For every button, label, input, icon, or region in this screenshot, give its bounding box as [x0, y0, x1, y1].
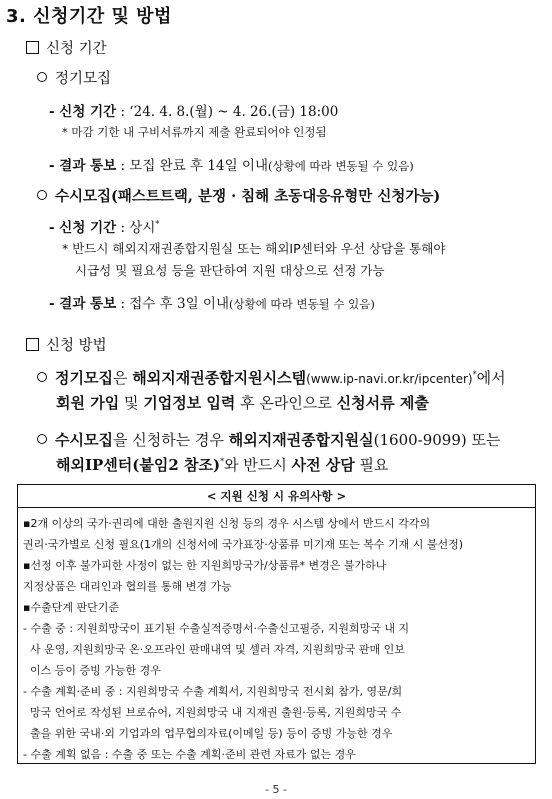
- method-item-rolling-line1: 수시모집을 신청하는 경우 해외지재권종합지원실(1600-9099) 또는: [37, 429, 501, 450]
- rolling-result-line: - 결과 통보 : 접수 후 3일 이내(상황에 따라 변동될 수 있음): [49, 296, 375, 312]
- regular-recruit-heading: 정기모집: [37, 67, 111, 88]
- notice-title-divider: [18, 507, 535, 508]
- method-item-regular-line2: 회원 가입 및 기업정보 입력 후 온라인으로 신청서류 제출: [56, 394, 429, 412]
- checkbox-square-icon: [26, 338, 39, 351]
- section-heading-method: 신청 방법: [26, 334, 107, 355]
- notice-line: - 수출 계획·준비 중 : 지원희망국 수출 계획서, 지원희망국 전시회 참가, 영문/희: [23, 685, 403, 698]
- method-item-rolling-line2: 해외IP센터(붙임2 참조)*와 반드시 사전 상담 필요: [56, 456, 389, 474]
- notice-title: < 지원 신청 시 유의사항 >: [206, 489, 347, 503]
- notice-line: 권리·국가별로 신청 필요(1개의 신청서에 국가표장·상품류 미기재 또는 복수 기재 시 불선정): [23, 538, 464, 551]
- notice-line: ▪선정 이후 불가피한 사정이 없는 한 지원희망국가/상품류* 변경은 불가하나: [23, 559, 387, 572]
- regular-period-note: * 마감 기한 내 구비서류까지 제출 완료되어야 인정됨: [62, 125, 327, 139]
- notice-line: 망국 언어로 작성된 브로슈어, 지원희망국 내 지재권 출원·등록, 지원희망국 수: [23, 706, 402, 719]
- circle-bullet-icon: [37, 72, 47, 82]
- notice-box: [17, 484, 536, 764]
- notice-line: 이스 등이 증빙 가능한 경우: [23, 664, 161, 677]
- method-item-regular-line1: 정기모집은 해외지재권종합지원시스템(www.ip-navi.or.kr/ipcenter)*에서: [37, 367, 506, 388]
- page-title: 3. 신청기간 및 방법: [6, 6, 172, 27]
- rolling-period-line: - 신청 기간 : 상시*: [49, 219, 160, 236]
- regular-period-line: - 신청 기간 : ‘24. 4. 8.(월) ~ 4. 26.(금) 18:00: [49, 104, 339, 120]
- regular-result-line: - 결과 통보 : 모집 완료 후 14일 이내(상황에 따라 변동될 수 있음): [49, 158, 414, 174]
- circle-bullet-icon: [37, 434, 47, 444]
- rolling-recruit-heading: 수시모집(패스트트랙, 분쟁 · 침해 초동대응유형만 신청가능): [37, 185, 440, 206]
- notice-line: ▪2개 이상의 국가·권리에 대한 출원지원 신청 등의 경우 시스템 상에서 반드시 각각의: [23, 517, 431, 530]
- checkbox-square-icon: [26, 41, 39, 54]
- notice-line: - 수출 중 : 지원희망국이 표기된 수출실적증명서·수출신고필증, 지원희망국 내 지: [23, 622, 410, 635]
- circle-bullet-icon: [37, 372, 47, 382]
- notice-line: - 수출 계획 없음 : 수출 중 또는 수출 계획·준비 관련 자료가 없는 경우: [23, 748, 356, 761]
- notice-line: 출을 위한 국내·외 기업과의 업무협의자료(이메일 등) 등이 증빙 가능한 경우: [23, 727, 393, 740]
- page-number: - 5 -: [265, 783, 287, 796]
- section-heading-period: 신청 기간: [26, 37, 107, 58]
- circle-bullet-icon: [37, 190, 47, 200]
- notice-line: 사 운영, 지원희망국 온·오프라인 판매내역 및 셀러 자격, 지원희망국 판매 인보: [23, 643, 405, 656]
- notice-line: 지정상품은 대리인과 협의를 통해 변경 가능: [23, 580, 232, 593]
- notice-line: ▪수출단계 판단기준: [23, 601, 119, 614]
- rolling-note-line2: 시급성 및 필요성 등을 판단하여 지원 대상으로 선정 가능: [75, 263, 385, 278]
- rolling-note-line1: * 반드시 해외지재권종합지원실 또는 해외IP센터와 우선 상담을 통해야: [62, 241, 446, 256]
